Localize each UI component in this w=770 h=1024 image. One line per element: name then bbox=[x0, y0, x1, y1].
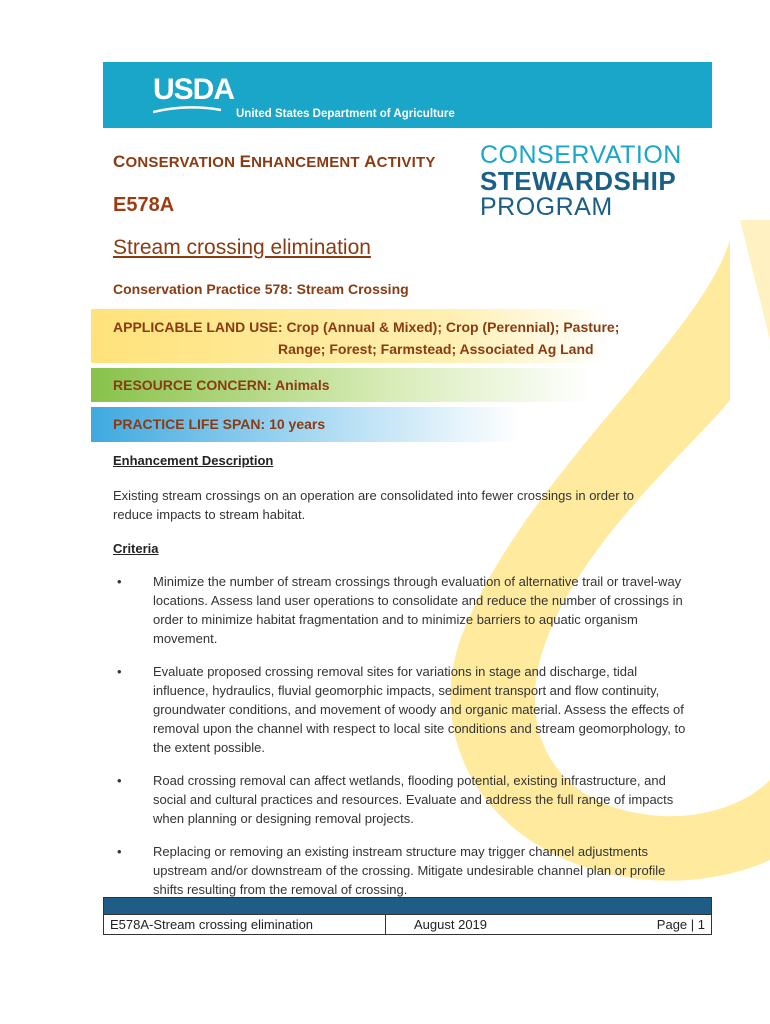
criteria-item: • Road crossing removal can affect wetlands, flooding potential, existing infrastructure, and social and cultural practices and resources. Evaluate and address the full range of impacts when planning or designing removal projects. bbox=[117, 773, 674, 826]
footer-bar bbox=[103, 897, 712, 915]
life-span-band bbox=[91, 407, 521, 442]
criteria-item: • Replacing or removing an existing instream structure may trigger channel adjustments upstream and/or downstream of the crossing. Mitigate undesirable channel plan or profile shifts resulting from the removal of crossing. bbox=[117, 844, 666, 897]
resource-concern-band bbox=[91, 368, 591, 402]
usda-logo: USDA bbox=[153, 73, 235, 106]
usda-logo-swoosh bbox=[153, 106, 221, 114]
csp-logo-line3: PROGRAM bbox=[480, 193, 613, 221]
bullet-icon: • bbox=[117, 664, 122, 679]
land-use-line1: APPLICABLE LAND USE: Crop (Annual & Mixed); Crop (Perennial); Pasture; bbox=[113, 319, 620, 335]
csp-program-logo bbox=[480, 142, 682, 220]
criteria-item: • Minimize the number of stream crossings through evaluation of alternative trail or travel-way locations. Assess land user operations to consolidate and reduce the number of crossings in order to minimize habitat fragmentation and to minimize barriers to aquatic organism movement. bbox=[117, 574, 683, 646]
activity-code: E578A bbox=[113, 194, 175, 216]
bullet-icon: • bbox=[117, 574, 122, 589]
criteria-list bbox=[113, 572, 693, 913]
csp-logo-line1: CONSERVATION bbox=[480, 141, 682, 169]
footer-divider bbox=[385, 915, 386, 934]
activity-type-label: CONSERVATION ENHANCEMENT ACTIVITY bbox=[113, 152, 436, 171]
land-use-band bbox=[91, 309, 620, 363]
page-footer bbox=[103, 897, 712, 935]
footer-row bbox=[103, 915, 712, 935]
conservation-practice: Conservation Practice 578: Stream Crossing bbox=[113, 281, 409, 297]
criteria-item: • Evaluate proposed crossing removal sites for variations in stage and discharge, tidal influence, hydraulics, fluvial geomorphic impacts, sediment transport and flow continuity, groundwater conditions, and movement of woody and organic material. Assess the effects of removal upon the channel with respect to local site conditions and stream geomorphology, to the extent possible. bbox=[117, 664, 686, 755]
bullet-icon: • bbox=[117, 773, 122, 788]
csp-logo-line2: STEWARDSHIP bbox=[480, 166, 677, 196]
agency-name: United States Department of Agriculture bbox=[236, 108, 455, 120]
footer-page-number: Page | 1 bbox=[656, 917, 705, 932]
footer-date: August 2019 bbox=[414, 917, 488, 932]
description-heading: Enhancement Description bbox=[113, 453, 274, 468]
activity-title: Stream crossing elimination bbox=[113, 236, 371, 259]
usda-header-banner bbox=[103, 62, 712, 128]
bullet-icon: • bbox=[117, 844, 122, 859]
land-use-line2: Range; Forest; Farmstead; Associated Ag Land bbox=[278, 341, 594, 357]
description-text: Existing stream crossings on an operation are consolidated into fewer crossings in order to reduce impacts to stream habitat. bbox=[113, 488, 634, 522]
life-span-text: PRACTICE LIFE SPAN: 10 years bbox=[113, 416, 326, 432]
resource-concern-text: RESOURCE CONCERN: Animals bbox=[113, 377, 330, 393]
footer-doc-name: E578A-Stream crossing elimination bbox=[110, 917, 314, 932]
criteria-heading: Criteria bbox=[113, 541, 159, 556]
